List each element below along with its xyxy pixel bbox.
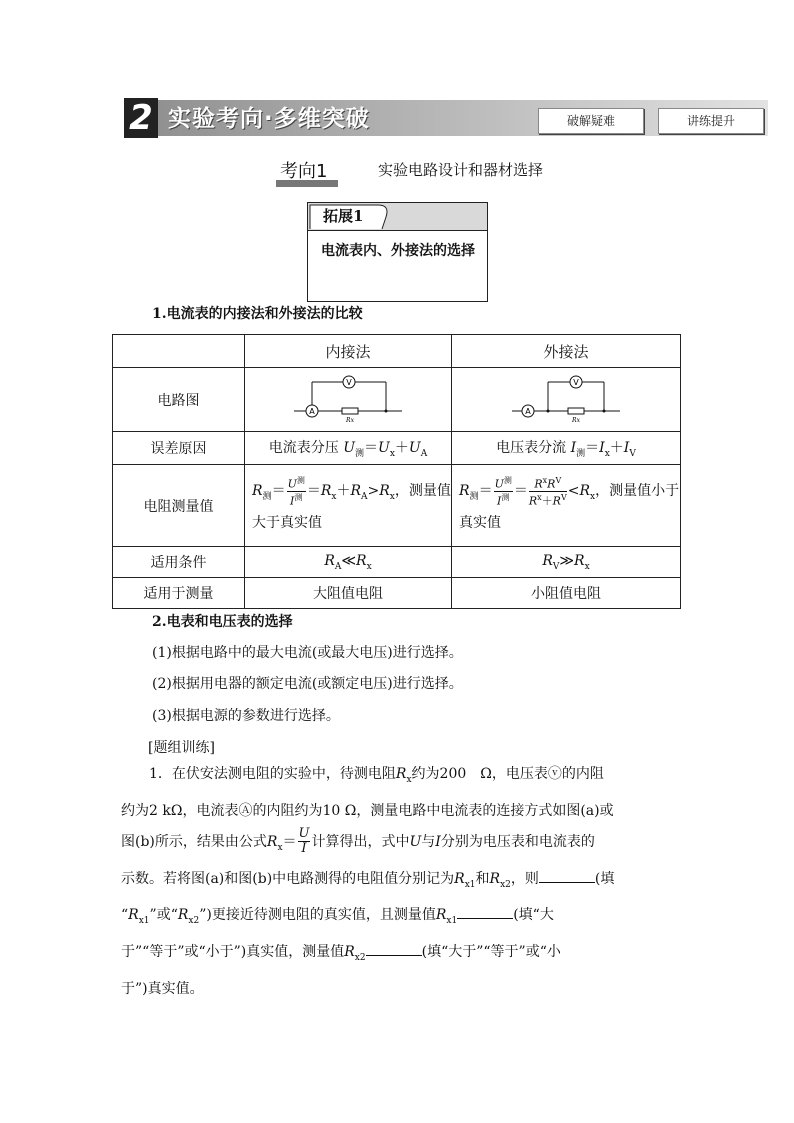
rule-2: (2)根据用电器的额定电流(或额定电压)进行选择。	[152, 676, 463, 692]
svg-text:Rx: Rx	[572, 416, 580, 424]
inner-condition: $R_A≪R_x$	[245, 547, 452, 578]
outer-condition: $R_V≫R_x$	[452, 547, 681, 578]
problem-text: 1．在伏安法测电阻的实验中，待测电阻$R_x$约为200 Ω，电压表ⓥ的内阻 约为2 kΩ，电流表Ⓐ的内阻约为10 Ω，测量电路中电流表的连接方式如图(a)或 图(b)所示，结果由公式$R_x=$ $\frac{U}{I}$ 计算得出，式中U与I分别为电压表和电流表的 示数。若将图(a)和图(b)中电路测得的电阻值分别记为$R_{x1}$和$R_{x2}$，则 (填 “$R_{x1}$”或“$R_{x2}$”)更接近待测电阻的真实值，且测量值$R_{x1}$ (填“大 于”“等于”或“小于”)真实值，测量值$R_{x2}$ (填“大于”“等于”或“小 于”)真实值。	[121, 766, 615, 997]
rule-1: (1)根据电路中的最大电流(或最大电压)进行选择。	[152, 645, 463, 661]
answer-blank-1[interactable]	[539, 870, 595, 883]
header-inner: 内接法	[245, 335, 452, 368]
extension-label: 拓展1	[323, 207, 364, 225]
svg-text:V: V	[573, 377, 579, 387]
svg-text:V: V	[346, 377, 352, 387]
answer-blank-2[interactable]	[457, 906, 513, 919]
svg-text:Rx: Rx	[346, 416, 354, 424]
header-outer: 外接法	[452, 335, 681, 368]
section-number: 2	[124, 98, 158, 138]
row-label-measured: 电阻测量值	[113, 465, 245, 547]
outer-use: 小阻值电阻	[452, 578, 681, 609]
outer-circuit-diagram	[452, 368, 681, 432]
section-title: 实验考向·多维突破	[168, 106, 370, 132]
direction-title: 实验电路设计和器材选择	[378, 161, 544, 179]
inner-measured-value: $R_测=$ $\frac{U^测}{I^测}$ $=R_x+R_A>R_x$，测量值大于真实值	[245, 465, 452, 547]
row-label-circuit: 电路图	[113, 368, 245, 432]
inner-use: 大阻值电阻	[245, 578, 452, 609]
inner-error-cause: 电流表分压 $U_测=U_x+U_A$	[245, 432, 452, 465]
practice-button[interactable]: 讲练提升	[658, 108, 764, 134]
comparison-table	[112, 334, 681, 609]
rule-3: (3)根据电源的参数进行选择。	[152, 708, 340, 724]
svg-text:A: A	[525, 406, 531, 416]
row-label-use: 适用于测量	[113, 578, 245, 609]
outer-circuit-icon	[506, 372, 626, 424]
heading-comparison: 1.电流表的内接法和外接法的比较	[152, 306, 363, 322]
direction-label: 考向1	[280, 161, 328, 182]
svg-text:A: A	[309, 406, 315, 416]
answer-blank-3[interactable]	[366, 943, 422, 956]
header-empty	[113, 335, 245, 368]
extension-text: 电流表内、外接法的选择	[321, 243, 475, 259]
outer-error-cause: 电压表分流 $I_测=I_x+I_V$	[452, 432, 681, 465]
row-label-error: 误差原因	[113, 432, 245, 465]
heading-meter-selection: 2.电表和电压表的选择	[152, 614, 293, 630]
drill-label: [题组训练]	[148, 740, 215, 756]
outer-measured-value: $R_测=$ $\frac{U^测}{I^测}$ ＝ $\frac{R^xR^V}{R^x+R^V}$ $<R_x$，测量值小于真实值	[452, 465, 681, 547]
inner-circuit-diagram	[245, 368, 452, 432]
inner-circuit-icon	[288, 372, 408, 424]
crack-difficulty-button[interactable]: 破解疑难	[538, 108, 644, 134]
row-label-condition: 适用条件	[113, 547, 245, 578]
